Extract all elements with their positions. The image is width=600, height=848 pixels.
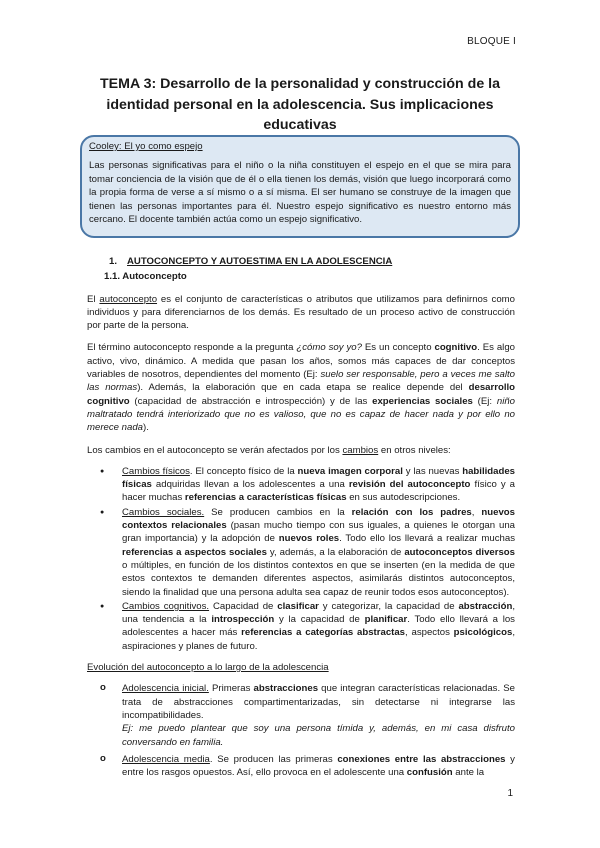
list-item-social: ● Cambios sociales. Se producen cambios en la relación con los padres, nuevos contextos relacionales (pasan mucho tiempo con sus iguales, a quienes le otorgan una gran importancia) y la adopción de nuevos roles. Todo ello los llevará a realizar muchas referencias a aspectos sociales y, además, a la elaboración de autoconceptos diversos o múltiples, en función de los distintos contextos en que se inserten (en la medida de que estos contextos te demanden diferentes aspectos, asimilarás distintos autoconceptos, siendo la finalidad que una persona adulta sea capaz de reunir todos esos autoconceptos).: [87, 506, 515, 599]
changes-list: [87, 465, 515, 653]
page-number: 1: [507, 788, 513, 799]
section-number: 1.: [109, 256, 118, 267]
subsection-heading: 1.1. Autoconcepto: [104, 271, 187, 283]
section-heading: [109, 255, 515, 268]
evolution-heading: Evolución del autoconcepto a lo largo de la adolescencia: [87, 662, 329, 674]
section-title: AUTOCONCEPTO Y AUTOESTIMA EN LA ADOLESCENCIA: [127, 256, 393, 267]
evolution-list: [87, 682, 515, 779]
paragraph-definition: El autoconcepto es el conjunto de características o atributos que utilizamos para definirnos como individuos y para diferenciarnos de los demás. Es resultado de un proceso activo de construcción por parte de la persona.: [87, 293, 516, 332]
example-text: Ej: me puedo plantear que soy una persona tímida y, además, en mi casa disfruto conversando en familia.: [122, 723, 515, 748]
term-autoconcepto: autoconcepto: [99, 293, 158, 305]
callout-box: [80, 135, 520, 238]
page-title: TEMA 3: Desarrollo de la personalidad y construcción de la identidad personal en la adolescencia. Sus implicaciones educativas: [100, 76, 500, 133]
block-label: BLOQUE I: [467, 36, 516, 47]
paragraph-changes-intro: Los cambios en el autoconcepto se verán afectados por los cambios en otros niveles:: [87, 444, 451, 456]
callout-title: Cooley: El yo como espejo: [89, 141, 203, 152]
main-content: [87, 255, 515, 783]
list-item-physical: ● Cambios físicos. El concepto físico de la nueva imagen corporal y las nuevas habilidades físicas adquiridas llevan a los adolescentes a una revisión del autoconcepto físico y a hacer muchas referencias a características físicas en sus autodescripciones.: [87, 465, 515, 505]
list-item-cognitive: ● Cambios cognitivos. Capacidad de clasificar y categorizar, la capacidad de abstracción, una tendencia a la introspección y la capacidad de planificar. Todo ello llevará a los adolescentes a hacer más referencias a categorías abstractas, aspectos psicológicos, aspiraciones y planes de futuro.: [87, 600, 515, 653]
callout-text: Las personas significativas para el niño o la niña constituyen el espejo en el que se mira para tomar conciencia de la visión que de él o ella tienen los demás, visión que luego incorporará como la propia forma de verse a sí mismo o a sí misma. El ser humano se construye de la imagen que tienen las personas importantes para él. Nuestro espejo significativo es nuestro entorno más cercano. El docente también actúa como un espejo significativo.: [89, 160, 511, 226]
list-item-middle: o Adolescencia media. Se producen las primeras conexiones entre las abstracciones y entre los rasgos opuestos. Así, ello provoca en el adolescente una confusión ante la: [87, 753, 515, 780]
paragraph-description: El término autoconcepto responde a la pregunta ¿cómo soy yo? Es un concepto cognitivo. Es algo activo, vivo, dinámico. A medida que pasan los años, somos más capaces de dar conceptos variables de nosotros, dependientes del momento (Ej: suelo ser responsable, pero a veces me salto las normas). Además, la elaboración que en cada etapa se realice depende del desarrollo cognitivo (capacidad de abstracción e introspección) y de las experiencias sociales (Ej: niño maltratado tendrá interiorizado que no es valioso, que no es capaz de hacer nada y por ello no merece nada).: [87, 342, 516, 434]
list-item-initial: o Adolescencia inicial. Primeras abstracciones que integran características relacionadas. Se trata de abstracciones compartimentarizadas, sin detectarse ni integrarse las incompatibilidades. Ej: me puedo plantear que soy una persona tímida y, además, en mi casa disfruto conversando en familia.: [87, 682, 515, 748]
